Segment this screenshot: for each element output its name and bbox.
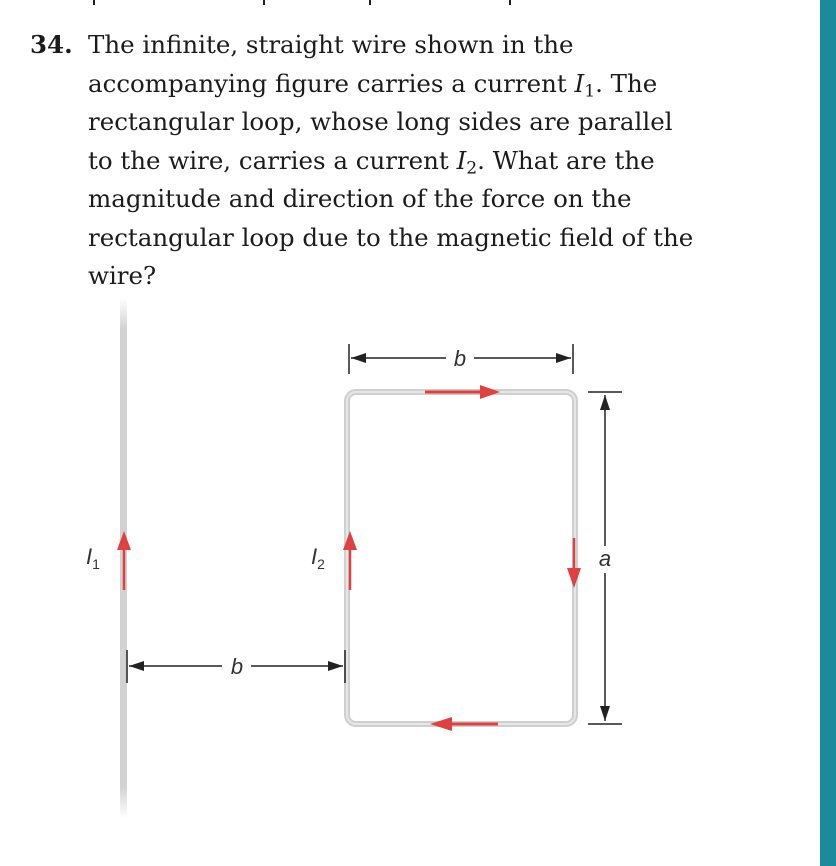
problem-line-4: to the wire, carries a current $I_2$. What are the: [88, 145, 655, 178]
problem-line-6: rectangular loop due to the magnetic field of the: [88, 222, 694, 252]
current-I1-symbol: $I_1$: [574, 68, 596, 101]
arrow-right-side-down: [567, 538, 581, 588]
label-b-bottom: b: [230, 654, 244, 679]
accent-sidebar: [820, 0, 836, 866]
label-a: a: [598, 546, 612, 571]
rectangular-loop: [347, 392, 575, 724]
problem-line-7: wire?: [88, 261, 157, 290]
problem-line-3: rectangular loop, whose long sides are parallel: [88, 107, 673, 136]
problem-line-1: The infinite, straight wire shown in the: [88, 30, 574, 59]
current-I2-symbol: $I_2$: [456, 145, 478, 178]
label-I1: $I_1$: [86, 544, 100, 572]
label-b-top: b: [453, 346, 467, 371]
arrow-bottom-side-left: [430, 717, 498, 731]
arrow-I1-up: [117, 531, 131, 590]
label-I2: $I_2$: [311, 544, 325, 572]
problem-line-2: accompanying figure carries a current $I_1$. The: [88, 68, 658, 101]
problem-number: 34.: [30, 30, 73, 59]
arrow-top-side-right: [425, 385, 500, 399]
problem-line-5: magnitude and direction of the force on the: [88, 184, 632, 213]
